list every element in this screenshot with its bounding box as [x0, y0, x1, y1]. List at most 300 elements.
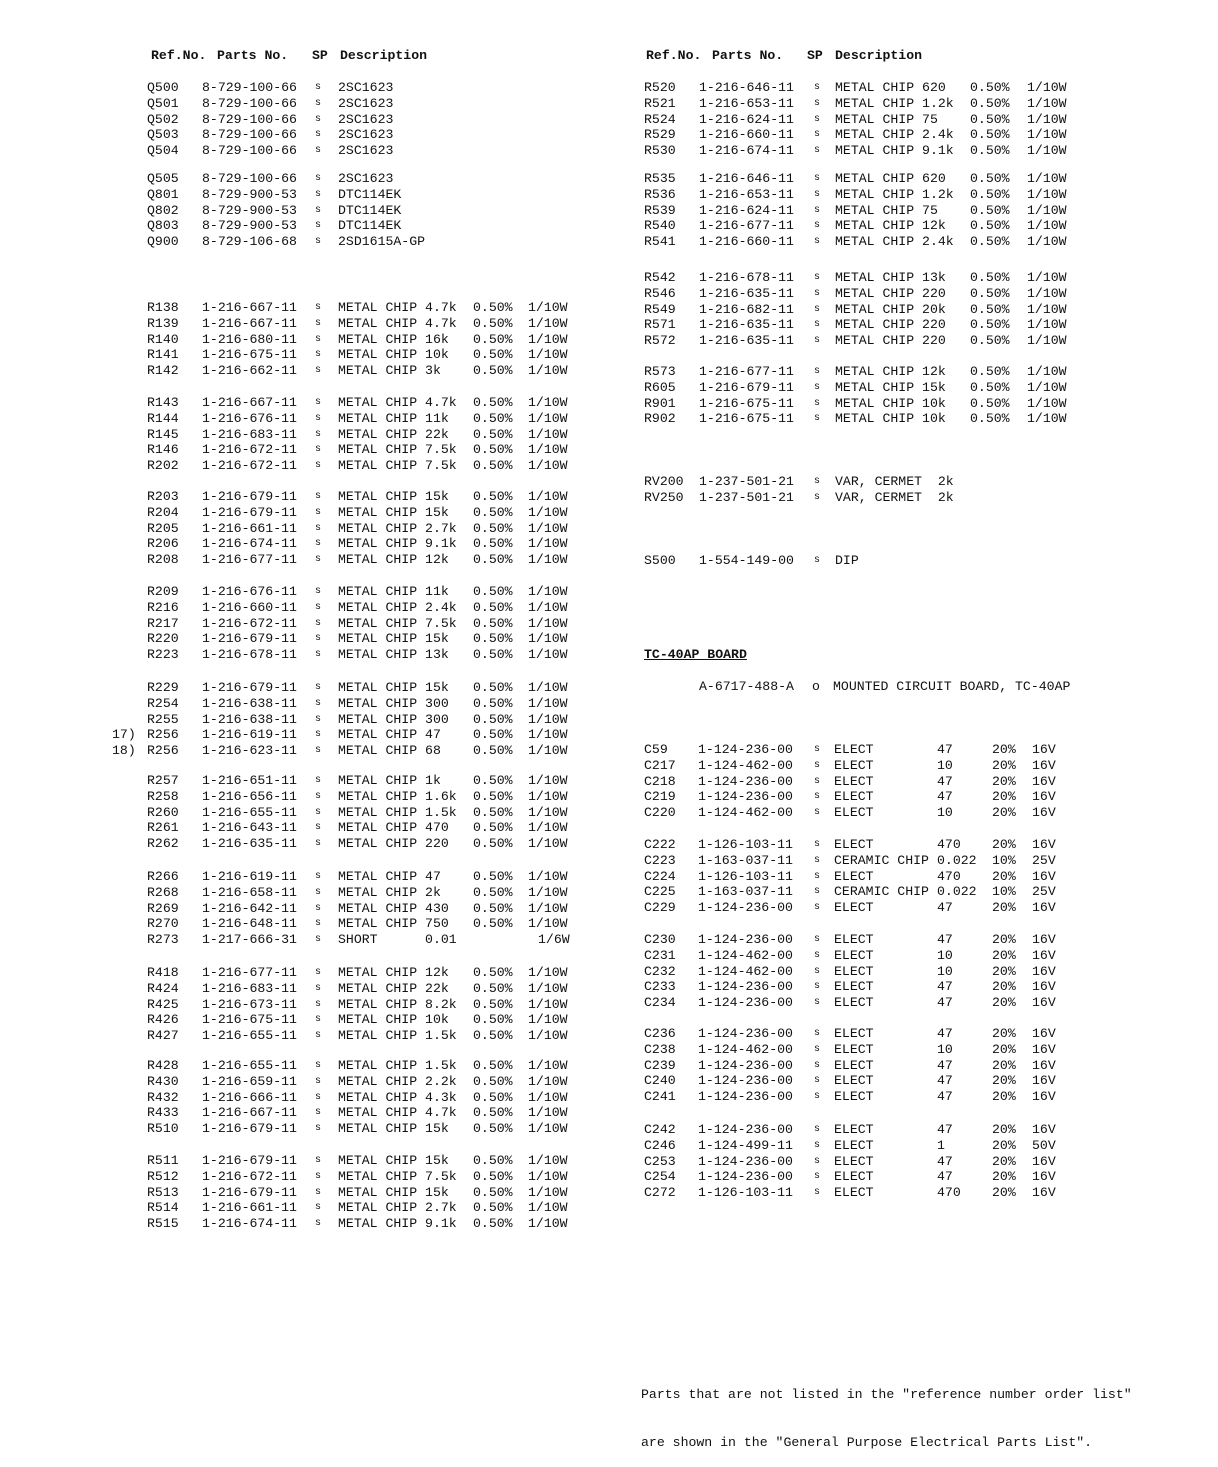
part-number: 1-124-236-00 — [698, 932, 793, 947]
value: 470 — [937, 1185, 961, 1200]
sp-code: s — [814, 413, 821, 425]
rating: 1/10W — [528, 884, 568, 900]
value: 0.022 — [937, 884, 977, 900]
part-number: 1-216-677-11 — [699, 364, 794, 379]
description: 2SC1623 — [338, 80, 394, 95]
tolerance: 0.50% — [473, 1105, 513, 1121]
tolerance: 20% — [992, 900, 1016, 915]
description: METAL CHIP 1k — [338, 773, 441, 788]
rating: 1/10W — [528, 996, 568, 1012]
header-sp: SP — [807, 48, 823, 63]
part-number: A-6717-488-A — [699, 679, 794, 694]
value: 47 — [937, 1057, 953, 1073]
sp-code: s — [315, 428, 322, 440]
ref-number: R217 — [147, 615, 179, 631]
ref-number: R257 — [147, 773, 179, 788]
tolerance: 0.50% — [473, 965, 513, 980]
ref-number: C229 — [644, 900, 676, 915]
description: METAL CHIP 15k — [835, 379, 946, 395]
part-number: 1-216-679-11 — [699, 379, 794, 395]
tolerance: 0.50% — [970, 333, 1010, 348]
sp-code: s — [814, 220, 821, 232]
part-number: 1-216-667-11 — [202, 300, 297, 315]
header-parts: Parts No. — [217, 48, 289, 63]
part-number: 1-216-643-11 — [202, 820, 297, 836]
ref-number: R258 — [147, 788, 179, 804]
description: METAL CHIP 2.4k — [338, 599, 457, 615]
part-number: 1-216-661-11 — [202, 1200, 297, 1216]
part-number: 1-126-103-11 — [698, 1185, 793, 1200]
part-number: 1-216-674-11 — [202, 1216, 297, 1231]
sp-code: s — [814, 287, 821, 299]
ref-number: Q504 — [147, 143, 179, 158]
voltage: 25V — [1032, 852, 1056, 868]
sp-code: s — [315, 918, 322, 930]
tolerance: 0.50% — [970, 95, 1010, 111]
part-number: 1-216-683-11 — [202, 980, 297, 996]
ref-number: R573 — [644, 364, 676, 379]
rating: 1/10W — [528, 315, 568, 331]
description: METAL CHIP 10k — [338, 1012, 449, 1028]
rating: 1/10W — [1027, 411, 1067, 427]
description: ELECT — [834, 805, 874, 820]
sp-code: s — [814, 807, 821, 818]
value: 10 — [937, 757, 953, 773]
tolerance: 20% — [992, 1153, 1016, 1169]
sp-code: s — [315, 967, 322, 978]
sp-code: s — [315, 444, 322, 456]
description: METAL CHIP 11k — [338, 584, 449, 599]
ref-number: R269 — [147, 900, 179, 916]
ref-number: R530 — [644, 143, 676, 158]
sp-code: s — [814, 272, 821, 283]
tolerance: 0.50% — [473, 426, 513, 442]
value: 47 — [937, 1122, 953, 1137]
sp-code: s — [315, 1060, 322, 1071]
ref-number: S500 — [644, 553, 676, 568]
part-number: 1-216-658-11 — [202, 884, 297, 900]
voltage: 16V — [1032, 900, 1056, 915]
tolerance: 0.50% — [473, 315, 513, 331]
footnote-marker: 18) — [112, 743, 136, 758]
description: METAL CHIP 13k — [835, 270, 946, 285]
tolerance: 0.50% — [473, 363, 513, 378]
part-number: 8-729-100-66 — [202, 95, 297, 111]
value: 470 — [937, 868, 961, 884]
part-number: 1-124-236-00 — [698, 1169, 793, 1185]
ref-number: R273 — [147, 932, 179, 947]
rating: 1/10W — [528, 980, 568, 996]
ref-number: C234 — [644, 995, 676, 1010]
description: METAL CHIP 15k — [338, 680, 449, 695]
part-number: 1-216-672-11 — [202, 458, 297, 473]
value: 47 — [937, 932, 953, 947]
part-number: 1-216-642-11 — [202, 900, 297, 916]
tolerance: 0.50% — [473, 884, 513, 900]
rating: 1/10W — [528, 331, 568, 347]
rating: 1/10W — [1027, 301, 1067, 317]
rating: 1/10W — [528, 1058, 568, 1073]
tolerance: 20% — [992, 1041, 1016, 1057]
ref-number: C246 — [644, 1137, 676, 1153]
rating: 1/10W — [1027, 186, 1067, 202]
value: 470 — [937, 837, 961, 852]
sp-code: s — [814, 934, 821, 945]
description: METAL CHIP 1.5k — [338, 804, 457, 820]
part-number: 1-216-660-11 — [699, 234, 794, 249]
value: 47 — [937, 1073, 953, 1089]
part-number: 1-124-236-00 — [698, 1073, 793, 1089]
description: ELECT — [834, 900, 874, 915]
description: METAL CHIP 2k — [338, 884, 441, 900]
tolerance: 20% — [992, 1026, 1016, 1041]
ref-number: R520 — [644, 80, 676, 95]
tolerance: 0.50% — [473, 727, 513, 743]
voltage: 16V — [1032, 757, 1056, 773]
description: METAL CHIP 220 — [835, 333, 946, 348]
sp-code: s — [315, 682, 322, 693]
description: ELECT — [834, 1137, 874, 1153]
ref-number: C217 — [644, 757, 676, 773]
tolerance: 20% — [992, 995, 1016, 1010]
part-number: 1-216-638-11 — [202, 711, 297, 727]
ref-number: C253 — [644, 1153, 676, 1169]
sp-code: s — [814, 129, 821, 141]
sp-code: s — [315, 790, 322, 802]
sp-code: s — [315, 1202, 322, 1214]
ref-number: Q502 — [147, 111, 179, 127]
ref-number: R139 — [147, 315, 179, 331]
description: METAL CHIP 15k — [338, 504, 449, 520]
ref-number: C272 — [644, 1185, 676, 1200]
part-number: 1-216-660-11 — [699, 127, 794, 143]
sp-code: s — [814, 1124, 821, 1135]
part-number: 1-216-619-11 — [202, 869, 297, 884]
tolerance: 0.50% — [970, 379, 1010, 395]
rating: 1/10W — [528, 584, 568, 599]
voltage: 16V — [1032, 979, 1056, 995]
part-number: 1-216-672-11 — [202, 1168, 297, 1184]
tolerance: 0.50% — [473, 1121, 513, 1136]
part-number: 1-216-683-11 — [202, 426, 297, 442]
ref-number: R549 — [644, 301, 676, 317]
description: METAL CHIP 10k — [835, 411, 946, 427]
sp-code: s — [814, 1155, 821, 1167]
description: METAL CHIP 300 — [338, 695, 449, 711]
ref-number: R261 — [147, 820, 179, 836]
rating: 1/10W — [528, 788, 568, 804]
value: 10 — [937, 963, 953, 979]
part-number: 1-216-635-11 — [202, 836, 297, 851]
sp-code: s — [315, 886, 322, 898]
part-number: 1-216-651-11 — [202, 773, 297, 788]
description: METAL CHIP 12k — [338, 552, 449, 567]
part-number: 1-216-676-11 — [202, 584, 297, 599]
description: SHORT 0.01 — [338, 932, 457, 947]
header-sp: SP — [312, 48, 328, 63]
description: ELECT — [834, 868, 874, 884]
part-number: 1-216-676-11 — [202, 410, 297, 426]
rating: 1/10W — [528, 773, 568, 788]
sp-code: s — [315, 236, 322, 247]
part-number: 1-216-623-11 — [202, 743, 297, 758]
ref-number: R144 — [147, 410, 179, 426]
tolerance: 0.50% — [970, 411, 1010, 427]
ref-number: R427 — [147, 1028, 179, 1043]
ref-number: C241 — [644, 1089, 676, 1104]
voltage: 16V — [1032, 773, 1056, 789]
voltage: 16V — [1032, 1026, 1056, 1041]
rating: 1/10W — [1027, 379, 1067, 395]
part-number: 1-124-236-00 — [698, 1089, 793, 1104]
voltage: 16V — [1032, 1041, 1056, 1057]
voltage: 16V — [1032, 963, 1056, 979]
rating: 1/10W — [1027, 395, 1067, 411]
rating: 1/10W — [1027, 202, 1067, 218]
ref-number: R216 — [147, 599, 179, 615]
rating: 1/10W — [528, 836, 568, 851]
ref-number: R515 — [147, 1216, 179, 1231]
description: METAL CHIP 47 — [338, 727, 441, 743]
ref-number: R902 — [644, 411, 676, 427]
value: 47 — [937, 979, 953, 995]
sp-code: s — [814, 173, 821, 184]
tolerance: 0.50% — [473, 1028, 513, 1043]
part-number: 1-216-682-11 — [699, 301, 794, 317]
voltage: 16V — [1032, 805, 1056, 820]
sp-code: s — [315, 506, 322, 518]
voltage: 25V — [1032, 884, 1056, 900]
part-number: 1-216-646-11 — [699, 80, 794, 95]
tolerance: 20% — [992, 837, 1016, 852]
sp-code: s — [315, 204, 322, 216]
tolerance: 0.50% — [473, 599, 513, 615]
description: METAL CHIP 12k — [338, 965, 449, 980]
tolerance: 0.50% — [970, 270, 1010, 285]
sp-code: s — [315, 601, 322, 613]
voltage: 16V — [1032, 789, 1056, 805]
header-ref: Ref.No. — [151, 48, 207, 63]
sp-code: s — [315, 902, 322, 914]
description: METAL CHIP 22k — [338, 426, 449, 442]
ref-number: R572 — [644, 333, 676, 348]
description: METAL CHIP 220 — [835, 317, 946, 333]
value: 47 — [937, 1026, 953, 1041]
part-number: 1-124-236-00 — [698, 1122, 793, 1137]
description: ELECT — [834, 1089, 874, 1104]
ref-number: C236 — [644, 1026, 676, 1041]
ref-number: R418 — [147, 965, 179, 980]
rating: 1/6W — [538, 932, 570, 947]
sp-code: s — [315, 333, 322, 345]
description: 2SC1623 — [338, 111, 394, 127]
sp-code: s — [315, 934, 322, 945]
rating: 1/10W — [528, 1028, 568, 1043]
ref-number: C242 — [644, 1122, 676, 1137]
tolerance: 20% — [992, 742, 1016, 757]
part-number: 1-554-149-00 — [699, 553, 794, 568]
ref-number: R432 — [147, 1089, 179, 1105]
sp-code: s — [814, 303, 821, 315]
part-number: 1-216-655-11 — [202, 804, 297, 820]
tolerance: 0.50% — [970, 143, 1010, 158]
sp-code: s — [814, 491, 821, 503]
sp-code: s — [315, 713, 322, 725]
value: 10 — [937, 805, 953, 820]
tolerance: 0.50% — [473, 458, 513, 473]
tolerance: 0.50% — [473, 584, 513, 599]
part-number: 1-216-679-11 — [202, 504, 297, 520]
tolerance: 0.50% — [970, 234, 1010, 249]
ref-number: C220 — [644, 805, 676, 820]
description: DTC114EK — [338, 202, 402, 218]
part-number: 8-729-106-68 — [202, 234, 297, 249]
description: ELECT — [834, 837, 874, 852]
description: METAL CHIP 2.7k — [338, 1200, 457, 1216]
ref-number: C222 — [644, 837, 676, 852]
tolerance: 0.50% — [473, 504, 513, 520]
sp-code: s — [814, 775, 821, 787]
rating: 1/10W — [528, 820, 568, 836]
tolerance: 0.50% — [473, 331, 513, 347]
sp-code: s — [315, 1014, 322, 1026]
tolerance: 0.50% — [473, 695, 513, 711]
part-number: 1-216-673-11 — [202, 996, 297, 1012]
sp-code: s — [315, 491, 322, 502]
sp-code: o — [812, 679, 820, 694]
sp-code: s — [315, 302, 322, 313]
description: 2SC1623 — [338, 95, 394, 111]
description: ELECT — [834, 947, 874, 963]
ref-number: Q503 — [147, 127, 179, 143]
part-number: 8-729-900-53 — [202, 202, 297, 218]
sp-code: s — [315, 1075, 322, 1087]
part-number: 8-729-100-66 — [202, 127, 297, 143]
sp-code: s — [814, 1028, 821, 1039]
part-number: 1-124-462-00 — [698, 1041, 793, 1057]
ref-number: R510 — [147, 1121, 179, 1136]
tolerance: 0.50% — [473, 1012, 513, 1028]
description: METAL CHIP 4.3k — [338, 1089, 457, 1105]
part-number: 8-729-900-53 — [202, 218, 297, 234]
description: METAL CHIP 220 — [835, 285, 946, 301]
part-number: 8-729-100-66 — [202, 80, 297, 95]
sp-code: s — [315, 412, 322, 424]
ref-number: R514 — [147, 1200, 179, 1216]
part-number: 1-216-655-11 — [202, 1028, 297, 1043]
tolerance: 0.50% — [473, 1153, 513, 1168]
tolerance: 0.50% — [970, 285, 1010, 301]
sp-code: s — [814, 839, 821, 850]
part-number: 1-216-679-11 — [202, 680, 297, 695]
footer-note-line-1: Parts that are not listed in the "reference number order list" — [641, 1387, 1132, 1402]
value: 1 — [937, 1137, 945, 1153]
ref-number: C59 — [644, 742, 668, 757]
tolerance: 0.50% — [473, 773, 513, 788]
description: METAL CHIP 300 — [338, 711, 449, 727]
tolerance: 20% — [992, 979, 1016, 995]
rating: 1/10W — [528, 900, 568, 916]
sp-code: s — [315, 349, 322, 361]
tolerance: 0.50% — [970, 364, 1010, 379]
ref-number: R513 — [147, 1184, 179, 1200]
ref-number: R541 — [644, 234, 676, 249]
description: METAL CHIP 620 — [835, 171, 946, 186]
ref-number: C238 — [644, 1041, 676, 1057]
sp-code: s — [814, 476, 821, 487]
voltage: 16V — [1032, 1185, 1056, 1200]
part-number: 1-216-646-11 — [699, 171, 794, 186]
ref-number: Q505 — [147, 171, 179, 186]
ref-number: R256 — [147, 743, 179, 758]
rating: 1/10W — [528, 426, 568, 442]
tolerance: 0.50% — [473, 996, 513, 1012]
part-number: 1-216-667-11 — [202, 395, 297, 410]
rating: 1/10W — [528, 965, 568, 980]
description: ELECT — [834, 1185, 874, 1200]
part-number: 1-124-236-00 — [698, 773, 793, 789]
description: METAL CHIP 7.5k — [338, 458, 457, 473]
part-number: 1-124-499-11 — [698, 1137, 793, 1153]
rating: 1/10W — [1027, 127, 1067, 143]
description: ELECT — [834, 1153, 874, 1169]
sp-code: s — [315, 1170, 322, 1182]
part-number: 1-216-677-11 — [202, 965, 297, 980]
sp-code: s — [315, 1186, 322, 1198]
tolerance: 0.50% — [970, 317, 1010, 333]
sp-code: s — [814, 1091, 821, 1102]
ref-number: R138 — [147, 300, 179, 315]
part-number: 1-216-619-11 — [202, 727, 297, 743]
sp-code: s — [814, 759, 821, 771]
sp-code: s — [315, 1030, 322, 1041]
part-number: 1-216-674-11 — [202, 536, 297, 552]
tolerance: 0.50% — [473, 442, 513, 458]
description: METAL CHIP 2.7k — [338, 520, 457, 536]
ref-number: C231 — [644, 947, 676, 963]
sp-code: s — [814, 188, 821, 200]
ref-number: R140 — [147, 331, 179, 347]
description: METAL CHIP 8.2k — [338, 996, 457, 1012]
rating: 1/10W — [528, 1073, 568, 1089]
rating: 1/10W — [1027, 285, 1067, 301]
part-number: 1-126-103-11 — [698, 868, 793, 884]
value: 10 — [937, 1041, 953, 1057]
part-number: 1-216-675-11 — [699, 411, 794, 427]
tolerance: 0.50% — [970, 186, 1010, 202]
ref-number: R425 — [147, 996, 179, 1012]
part-number: 1-216-624-11 — [699, 202, 794, 218]
description: METAL CHIP 3k — [338, 363, 441, 378]
sp-code: s — [315, 745, 322, 756]
rating: 1/10W — [528, 1089, 568, 1105]
part-number: 1-163-037-11 — [698, 852, 793, 868]
tolerance: 0.50% — [473, 395, 513, 410]
description: METAL CHIP 11k — [338, 410, 449, 426]
ref-number: R146 — [147, 442, 179, 458]
tolerance: 20% — [992, 789, 1016, 805]
description: METAL CHIP 9.1k — [338, 536, 457, 552]
description: ELECT — [834, 963, 874, 979]
rating: 1/10W — [528, 1168, 568, 1184]
sp-code: s — [814, 981, 821, 993]
voltage: 16V — [1032, 1089, 1056, 1104]
voltage: 16V — [1032, 837, 1056, 852]
tolerance: 0.50% — [473, 536, 513, 552]
part-number: 8-729-100-66 — [202, 171, 297, 186]
sp-code: s — [315, 998, 322, 1010]
part-number: 1-237-501-21 — [699, 474, 794, 489]
